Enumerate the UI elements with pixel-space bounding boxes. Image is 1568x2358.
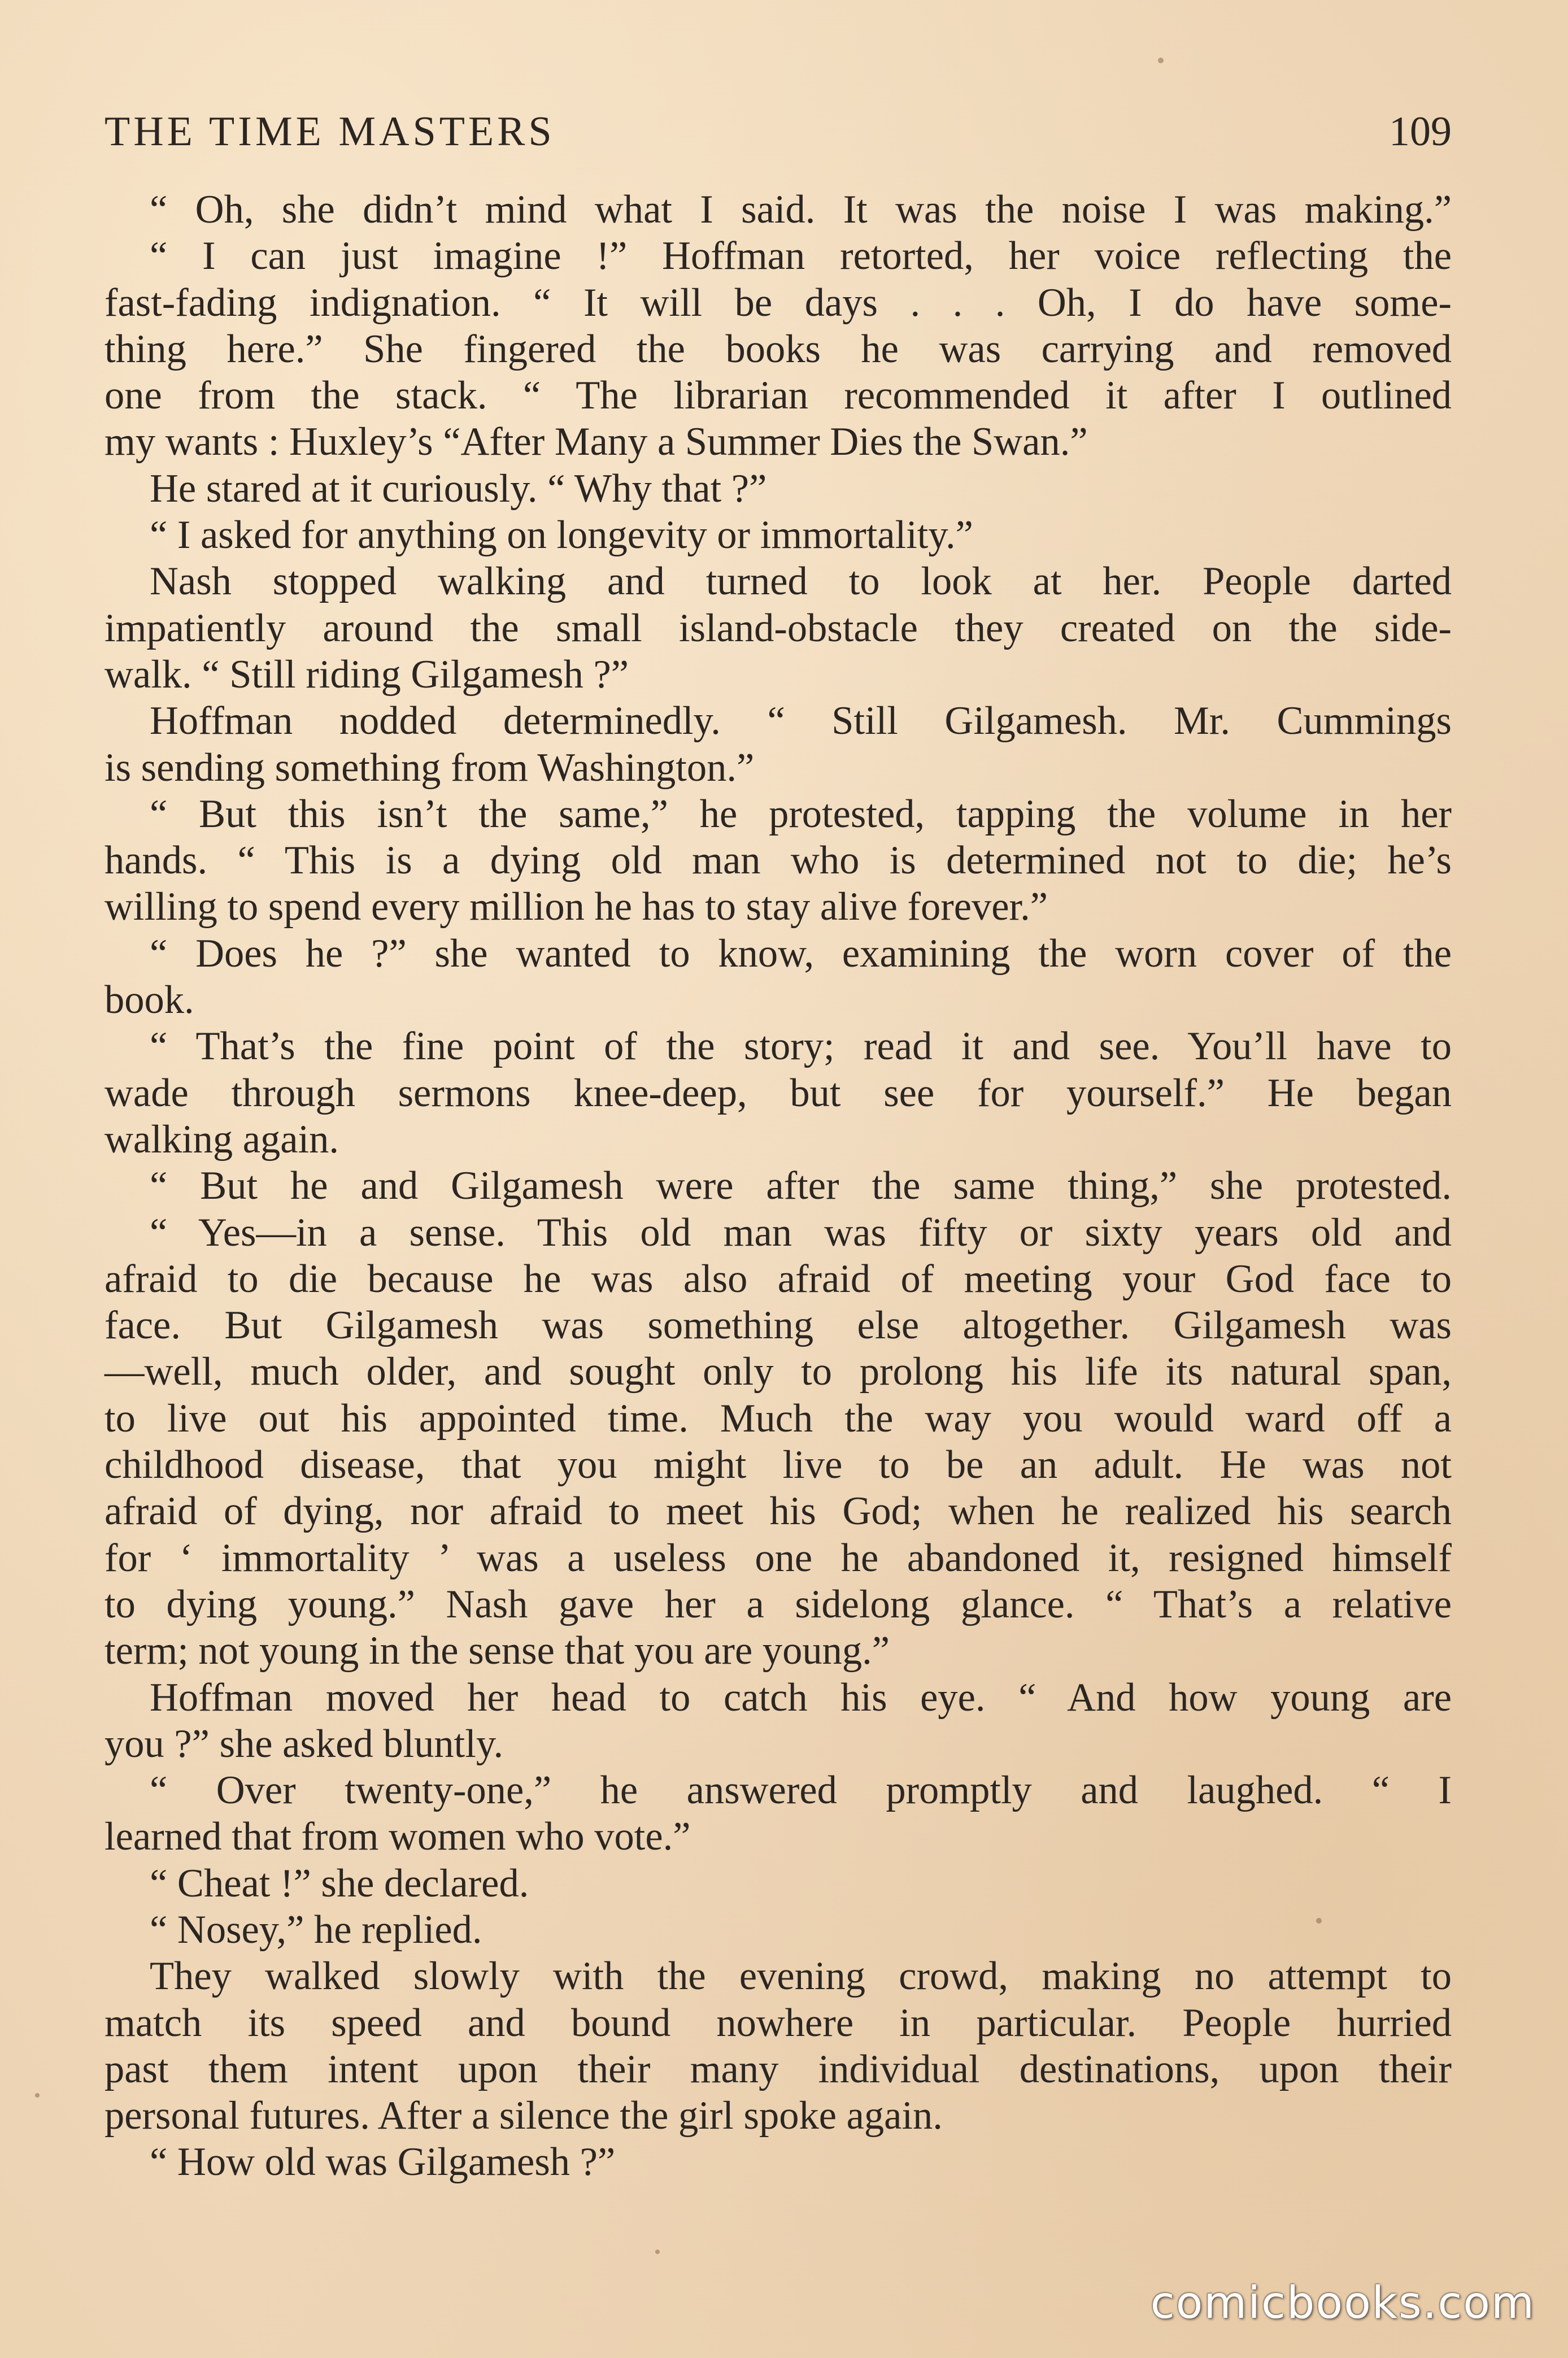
text-line: personal futures. After a silence the girl spoke again.	[104, 2094, 943, 2138]
paper-speck	[655, 2250, 660, 2254]
text-line: walking again.	[104, 1117, 339, 1161]
text-line: “ I can just imagine !” Hoffman retorted, her voice reflecting the	[150, 234, 1452, 279]
text-line: “ Does he ?” she wanted to know, examining the worn cover of the	[150, 931, 1452, 976]
text-line: “ Cheat !” she declared.	[150, 1861, 529, 1905]
text-line: hands. “ This is a dying old man who is determined not to die; he’s	[104, 838, 1452, 883]
text-line: afraid of dying, nor afraid to meet his God; when he realized his search	[104, 1489, 1452, 1534]
text-line: Hoffman nodded determinedly. “ Still Gilgamesh. Mr. Cummings	[150, 699, 1452, 743]
text-line: one from the stack. “ The librarian recommended it after I outlined	[104, 373, 1452, 418]
text-line: childhood disease, that you might live to be an adult. He was not	[104, 1443, 1452, 1487]
text-line: is sending something from Washington.”	[104, 745, 755, 790]
text-line: impatiently around the small island-obstacle they created on the side-	[104, 606, 1452, 650]
text-line: term; not young in the sense that you are young.”	[104, 1629, 890, 1673]
watermark: comicbooks.com	[1150, 2278, 1535, 2329]
text-line: “ But this isn’t the same,” he protested, tapping the volume in her	[150, 791, 1452, 836]
text-line: “ Yes—in a sense. This old man was fifty or sixty years old and	[150, 1210, 1452, 1255]
text-line: Nash stopped walking and turned to look at her. People darted	[150, 559, 1452, 604]
page-number: 109	[1389, 108, 1452, 155]
paper-speck	[35, 2093, 40, 2098]
text-line: He stared at it curiously. “ Why that ?”	[150, 466, 767, 511]
text-line: “ Oh, she didn’t mind what I said. It was the noise I was making.”	[150, 188, 1452, 232]
text-line: my wants : Huxley’s “After Many a Summer Dies the Swan.”	[104, 420, 1088, 464]
text-line: willing to spend every million he has to stay alive forever.”	[104, 885, 1048, 929]
text-line: They walked slowly with the evening crowd, making no attempt to	[150, 1954, 1452, 1999]
text-line: thing here.” She fingered the books he was carrying and removed	[104, 327, 1452, 371]
body-text	[104, 186, 1452, 2186]
text-line: to live out his appointed time. Much the way you would ward off a	[104, 1396, 1452, 1441]
text-line: match its speed and bound nowhere in particular. People hurried	[104, 2000, 1452, 2045]
text-line: book.	[104, 978, 194, 1023]
running-head	[104, 101, 1452, 163]
text-line: you ?” she asked bluntly.	[104, 1721, 504, 1766]
text-line: afraid to die because he was also afraid of meeting your God face to	[104, 1256, 1452, 1301]
running-title: THE TIME MASTERS	[104, 108, 555, 155]
text-line: for ‘ immortality ’ was a useless one he abandoned it, resigned himself	[104, 1535, 1452, 1580]
text-line: “ I asked for anything on longevity or immortality.”	[150, 513, 973, 558]
text-line: past them intent upon their many individual destinations, upon their	[104, 2047, 1452, 2091]
text-line: “ That’s the fine point of the story; read it and see. You’ll have to	[150, 1024, 1452, 1069]
text-line: “ Nosey,” he replied.	[150, 1907, 482, 1952]
text-line: to dying young.” Nash gave her a sidelong glance. “ That’s a relative	[104, 1582, 1452, 1626]
text-line: walk. “ Still riding Gilgamesh ?”	[104, 652, 629, 697]
text-line: face. But Gilgamesh was something else altogether. Gilgamesh was	[104, 1303, 1452, 1348]
text-line: —well, much older, and sought only to prolong his life its natural span,	[104, 1350, 1452, 1394]
paper-speck	[1158, 58, 1164, 63]
text-line: fast-fading indignation. “ It will be days . . . Oh, I do have some-	[104, 280, 1452, 325]
text-line: Hoffman moved her head to catch his eye. “ And how young are	[150, 1675, 1452, 1720]
text-line: “ Over twenty-one,” he answered promptly and laughed. “ I	[150, 1768, 1452, 1813]
text-line: “ But he and Gilgamesh were after the same thing,” she protested.	[150, 1164, 1452, 1208]
text-line: wade through sermons knee-deep, but see for yourself.” He began	[104, 1071, 1452, 1115]
text-line: “ How old was Gilgamesh ?”	[150, 2140, 616, 2185]
text-line: learned that from women who vote.”	[104, 1815, 691, 1859]
